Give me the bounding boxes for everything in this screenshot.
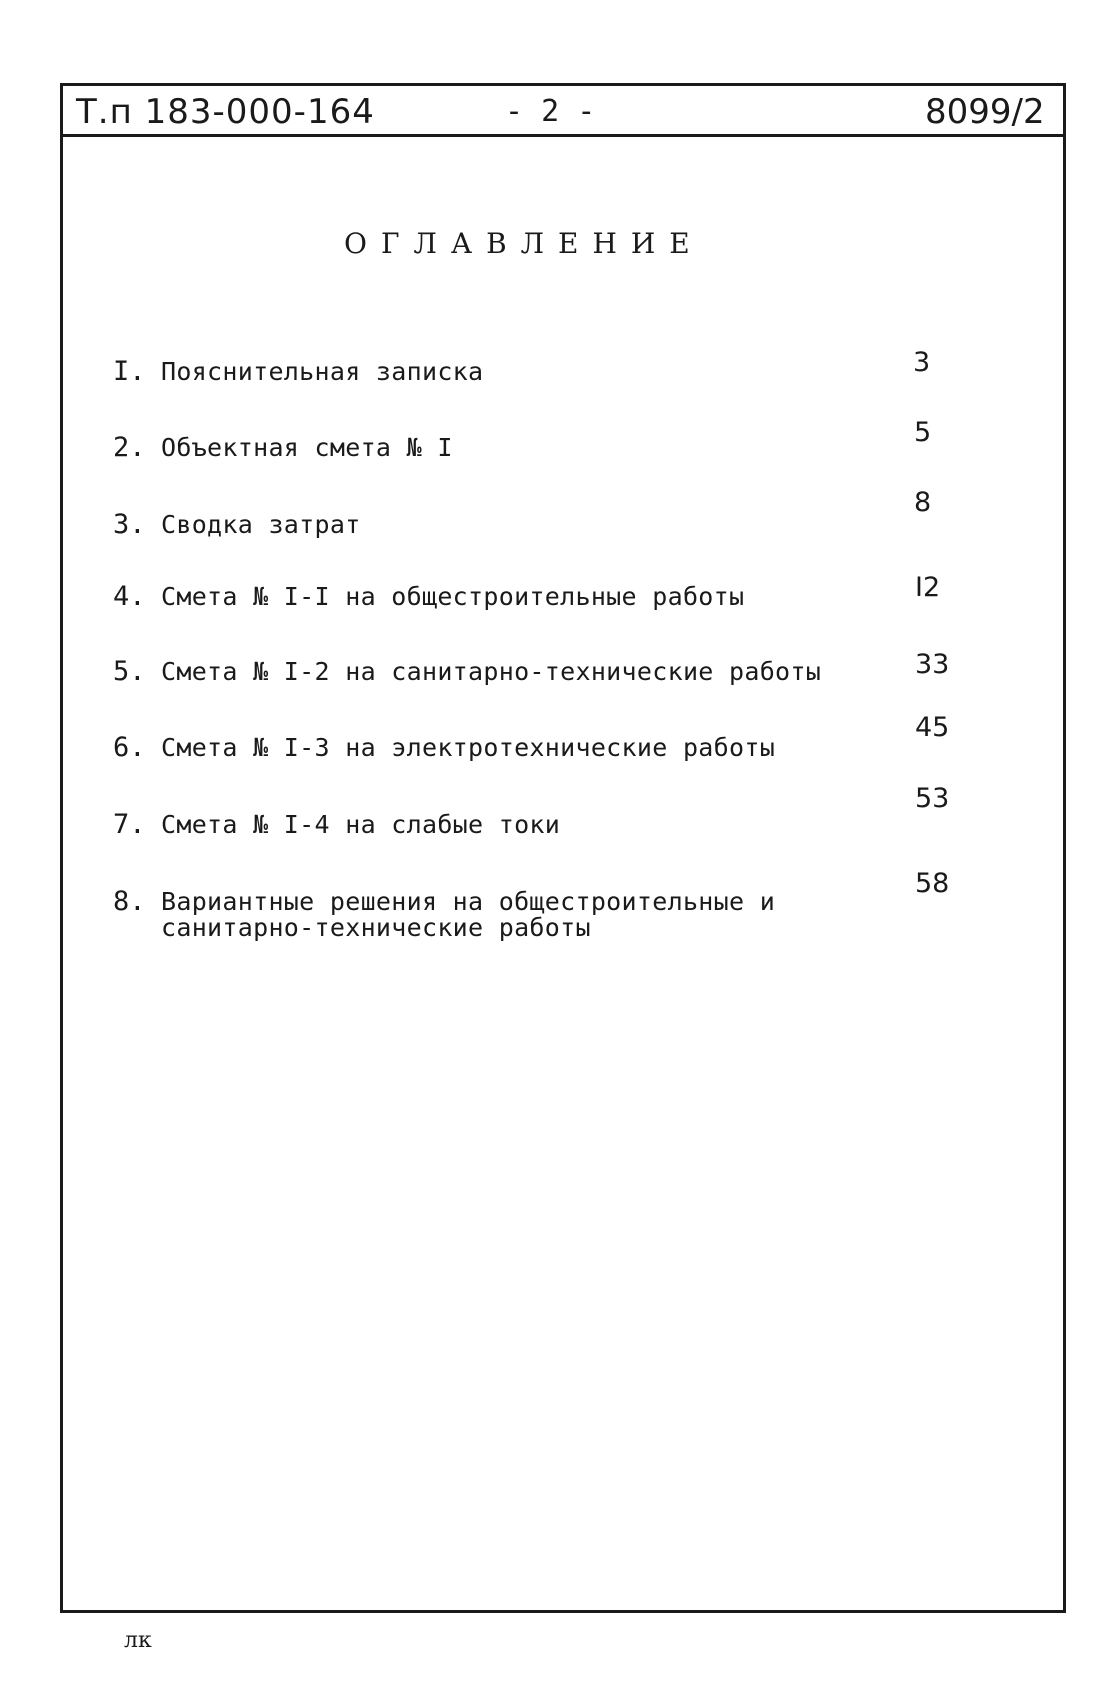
toc-item-title: Смета № I-4 на слабые токи	[161, 810, 561, 839]
toc-item-page: 33	[915, 649, 950, 680]
toc-item-page: 3	[913, 347, 931, 378]
toc-item-number: 6.	[113, 732, 146, 763]
toc-item-title: Смета № I-3 на электротехнические работы	[161, 733, 776, 762]
toc-item-title: Смета № I-2 на санитарно-технические работы	[161, 657, 822, 686]
footer-mark: лк	[124, 1628, 152, 1653]
toc-item-number: 2.	[113, 432, 146, 463]
toc-item-page: 53	[915, 783, 950, 814]
page-number: - 2 -	[505, 94, 596, 129]
toc-item-page: 8	[914, 487, 932, 518]
toc-item-page: 5	[914, 417, 932, 448]
toc-item-title: Вариантные решения на общестроительные и	[161, 887, 776, 916]
toc-item-page: 58	[915, 868, 950, 899]
toc-item-page: I2	[915, 572, 941, 603]
toc-item-number: 7.	[113, 809, 146, 840]
toc-item-page: 45	[915, 712, 950, 743]
toc-item-number: I.	[113, 356, 146, 387]
toc-item-number: 3.	[113, 509, 146, 540]
document-code: Т.п 183-000-164	[76, 92, 375, 132]
toc-item-title: Объектная смета № I	[161, 433, 453, 462]
toc-item-title: Сводка затрат	[161, 510, 361, 539]
toc-title: ОГЛАВЛЕНИЕ	[344, 227, 704, 260]
toc-item-title: Смета № I-I на общестроительные работы	[161, 582, 745, 611]
toc-item-number: 4.	[113, 581, 146, 612]
toc-item-number: 8.	[113, 886, 146, 917]
toc-item-number: 5.	[113, 656, 146, 687]
toc-item-title-continuation: санитарно-технические работы	[161, 913, 591, 942]
archive-number: 8099/2	[925, 92, 1045, 132]
toc-item-title: Пояснительная записка	[161, 357, 484, 386]
